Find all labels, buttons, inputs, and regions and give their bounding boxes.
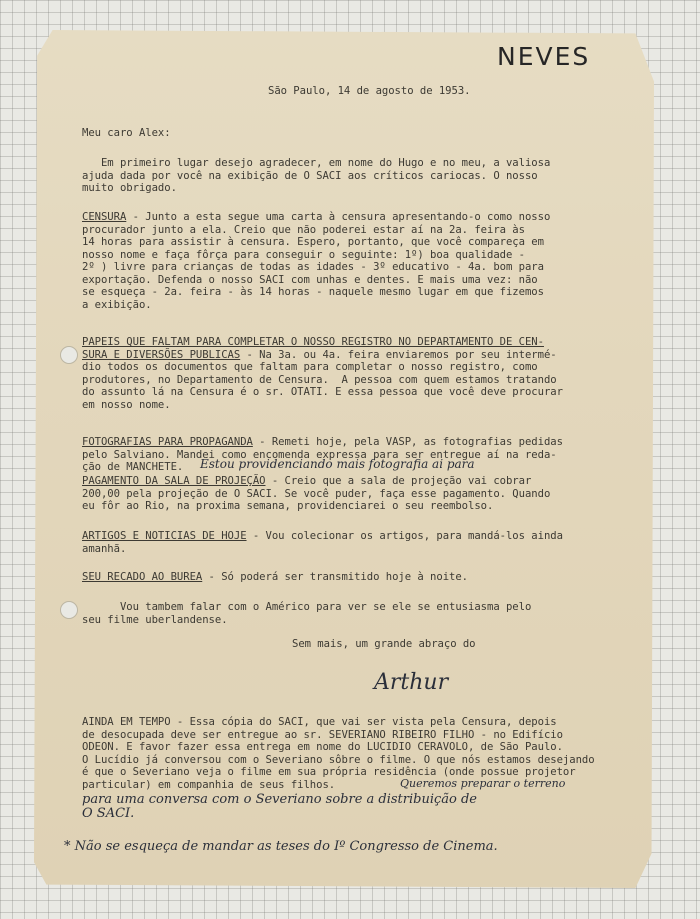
fotografias-line: ção de MANCHETE.	[82, 461, 184, 473]
censura-line: se esqueça - 2a. feira - às 14 horas - naquele mesmo lugar em que fizemos	[82, 286, 544, 298]
postscript-line: é que o Severiano veja o filme em sua própria residência (onde possue projetor	[82, 766, 576, 778]
postscript-line: AINDA EM TEMPO - Essa cópia do SACI, que vai ser vista pela Censura, depois	[82, 716, 557, 728]
recado-line: SEU RECADO AO BUREA - Só poderá ser transmitido hoje à noite.	[82, 571, 469, 583]
postscript-line: de desocupada deve ser entregue ao sr. SEVERIANO RIBEIRO FILHO - no Edifício	[82, 728, 563, 741]
handwritten-postscript-tail: Queremos preparar o terreno	[400, 777, 566, 790]
censura-line: 2º ) livre para crianças de todas as idades - 3º educativo - 4a. bom para	[82, 261, 544, 273]
pagamento-line: PAGAMENTO DA SALA DE PROJEÇÃO - Creio que a sala de projeção vai cobrar	[82, 475, 532, 487]
postscript-line: O Lucídio já conversou com o Severiano sôbre o filme. O que nós estamos desejando	[82, 753, 595, 766]
recado-heading: SEU RECADO AO BUREA	[82, 571, 203, 583]
papeis-line: SURA E DIVERSÕES PUBLICAS - Na 3a. ou 4a. feira enviaremos por seu intermé-	[82, 348, 557, 361]
papeis-line: dio todos os documentos que faltam para completar o nosso registro, como	[82, 361, 538, 373]
closing: Sem mais, um grande abraço do	[292, 638, 476, 650]
handwritten-photo-note: Estou providenciando mais fotografia ai para	[200, 457, 475, 471]
papeis-heading: PAPEIS QUE FALTAM PARA COMPLETAR O NOSSO REGISTRO NO DEPARTAMENTO DE CEN-	[82, 336, 544, 348]
paragraph-line: Em primeiro lugar desejo agradecer, em nome do Hugo e no meu, a valiosa	[82, 157, 551, 169]
place-date: São Paulo, 14 de agosto de 1953.	[268, 85, 471, 97]
postscript-line: ODEON. E favor fazer essa entrega em nome do LUCIDIO CERAVOLO, de São Paulo.	[82, 741, 563, 753]
americo-line: Vou tambem falar com o Américo para ver se ele se entusiasma pelo	[82, 601, 532, 613]
fotografias-line: FOTOGRAFIAS PARA PROPAGANDA - Remeti hoje, pela VASP, as fotografias pedidas	[82, 436, 563, 448]
artigos-heading: ARTIGOS E NOTICIAS DE HOJE	[82, 530, 247, 542]
pagamento-line: 200,00 pela projeção de O SACI. Se você puder, faça esse pagamento. Quando	[82, 487, 551, 500]
censura-line: procurador junto a ela. Creio que não poderei estar aí na 2a. feira às	[82, 223, 525, 236]
censura-heading: CENSURA	[82, 211, 127, 223]
fotografias-heading: FOTOGRAFIAS PARA PROPAGANDA	[82, 436, 253, 448]
letter-body	[82, 0, 642, 919]
handwritten-name-neves: NEVES	[497, 42, 591, 71]
papeis-line: do assunto lá na Censura é o sr. OTATI. E essa pessoa que você deve procurar	[82, 386, 563, 398]
artigos-line: ARTIGOS E NOTICIAS DE HOJE - Vou colecionar os artigos, para mandá-los ainda	[82, 530, 563, 542]
artigos-line: amanhã.	[82, 542, 127, 555]
punch-hole	[60, 601, 78, 619]
salutation: Meu caro Alex:	[82, 127, 171, 139]
signature: Arthur	[374, 670, 449, 695]
censura-line: CENSURA - Junto a esta segue uma carta à censura apresentando-o como nosso	[82, 211, 551, 223]
censura-line: nosso nome e faça fôrça para conseguir o seguinte: 1º) boa qualidade -	[82, 248, 525, 261]
papeis-line: produtores, no Departamento de Censura. A pessoa com quem estamos tratando	[82, 373, 557, 386]
pagamento-heading: PAGAMENTO DA SALA DE PROJEÇÃO	[82, 475, 266, 487]
handwritten-postscript-line: O SACI.	[82, 806, 135, 821]
handwritten-footnote: * Não se esqueça de mandar as teses do Iº Congresso de Cinema.	[64, 839, 498, 854]
censura-line: exportação. Defenda o nosso SACI com unhas e dentes. E mais uma vez: não	[82, 273, 538, 286]
papeis-line: em nosso nome.	[82, 398, 171, 411]
censura-line: 14 horas para assistir à censura. Espero, portanto, que você compareça em	[82, 236, 544, 248]
pagamento-line: eu fôr ao Rio, na proxima semana, providenciarei o seu reembolso.	[82, 500, 494, 512]
punch-hole	[60, 346, 78, 364]
americo-line: seu filme uberlandense.	[82, 613, 228, 626]
postscript-line: particular) em companhia de seus filhos.	[82, 778, 336, 791]
censura-line: a exibição.	[82, 298, 152, 311]
fotografias-line: pelo Salviano. Mandei como encomenda expressa para ser entregue aí na reda-	[82, 448, 557, 461]
paragraph-line: ajuda dada por você na exibição de O SACI aos críticos cariocas. O nosso	[82, 169, 538, 182]
handwritten-postscript-line: para uma conversa com o Severiano sobre a distribuição de	[82, 792, 478, 807]
paragraph-line: muito obrigado.	[82, 182, 177, 194]
